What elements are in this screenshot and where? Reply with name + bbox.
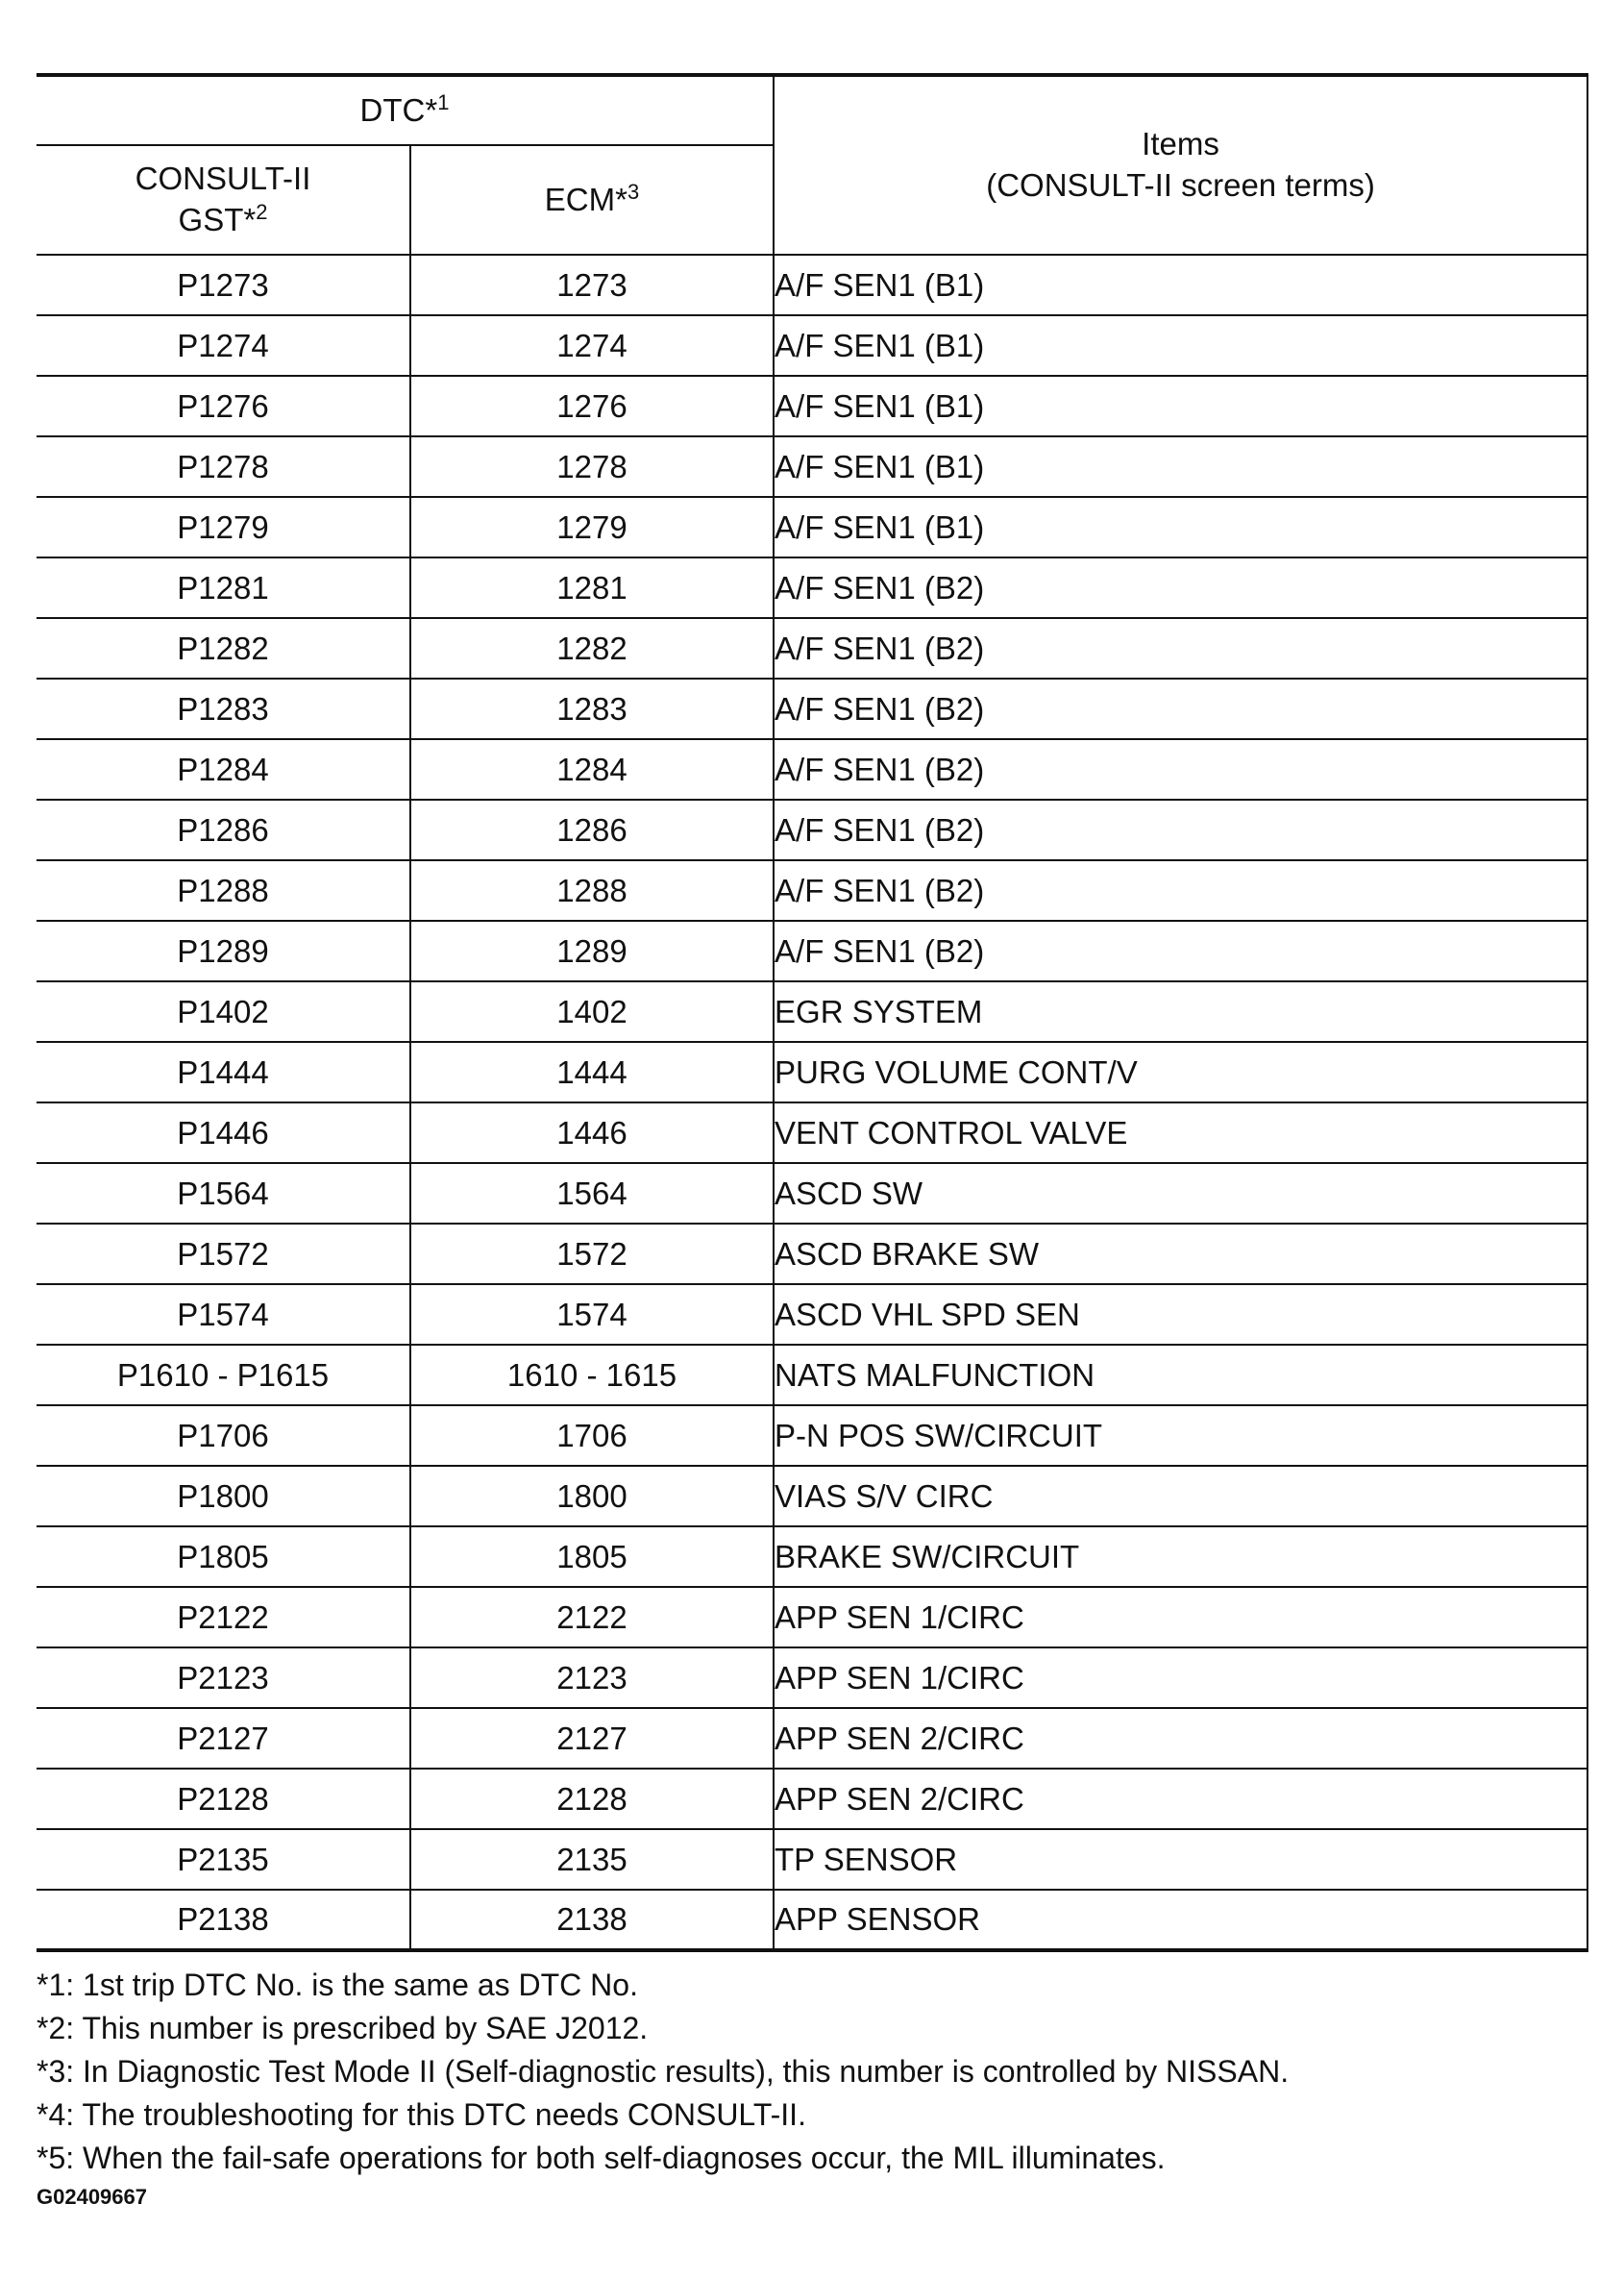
figure-id: G02409667 xyxy=(37,2185,147,2209)
table-row xyxy=(37,800,1587,860)
ecm-code-cell: 1286 xyxy=(410,800,774,860)
ecm-code-cell: 1564 xyxy=(410,1163,774,1224)
ecm-code-cell: 2127 xyxy=(410,1708,774,1769)
dtc-code-cell: P1278 xyxy=(37,436,410,497)
ecm-code-cell: 1283 xyxy=(410,679,774,739)
item-name-cell: A/F SEN1 (B1) xyxy=(774,497,1587,557)
ecm-code-cell: 1446 xyxy=(410,1102,774,1163)
table-row xyxy=(37,618,1587,679)
footnote: *2: This number is prescribed by SAE J2012. xyxy=(37,2011,649,2045)
dtc-code-cell: P1279 xyxy=(37,497,410,557)
table-row xyxy=(37,255,1587,315)
footnote: *1: 1st trip DTC No. is the same as DTC No. xyxy=(37,1968,638,2002)
dtc-code-cell: P2122 xyxy=(37,1587,410,1647)
ecm-code-cell: 1284 xyxy=(410,739,774,800)
item-name-cell: BRAKE SW/CIRCUIT xyxy=(774,1526,1587,1587)
dtc-code-cell: P1805 xyxy=(37,1526,410,1587)
table-row xyxy=(37,1526,1587,1587)
table-row xyxy=(37,1284,1587,1345)
table-row xyxy=(37,1890,1587,1950)
item-name-cell: APP SEN 2/CIRC xyxy=(774,1769,1587,1829)
dtc-code-cell: P1274 xyxy=(37,315,410,376)
item-name-cell: ASCD VHL SPD SEN xyxy=(774,1284,1587,1345)
gst-header-footnote-ref: 2 xyxy=(256,200,268,224)
dtc-header-footnote-ref: 1 xyxy=(437,90,450,114)
item-name-cell: PURG VOLUME CONT/V xyxy=(774,1042,1587,1102)
ecm-code-cell: 2138 xyxy=(410,1890,774,1950)
item-name-cell: EGR SYSTEM xyxy=(774,981,1587,1042)
table-row xyxy=(37,1466,1587,1526)
dtc-code-cell: P1706 xyxy=(37,1405,410,1466)
item-name-cell: TP SENSOR xyxy=(774,1829,1587,1890)
table-row xyxy=(37,1163,1587,1224)
dtc-code-cell: P1289 xyxy=(37,921,410,981)
dtc-code-cell: P1273 xyxy=(37,255,410,315)
dtc-code-cell: P2128 xyxy=(37,1769,410,1829)
items-header-sublabel: (CONSULT-II screen terms) xyxy=(986,167,1375,203)
item-name-cell: VIAS S/V CIRC xyxy=(774,1466,1587,1526)
dtc-code-cell: P1446 xyxy=(37,1102,410,1163)
item-name-cell: VENT CONTROL VALVE xyxy=(774,1102,1587,1163)
footnote: *4: The troubleshooting for this DTC needs CONSULT-II. xyxy=(37,2097,806,2132)
item-name-cell: A/F SEN1 (B2) xyxy=(774,800,1587,860)
dtc-code-cell: P1444 xyxy=(37,1042,410,1102)
ecm-code-cell: 1610 - 1615 xyxy=(410,1345,774,1405)
ecm-code-cell: 1276 xyxy=(410,376,774,436)
item-name-cell: A/F SEN1 (B1) xyxy=(774,436,1587,497)
table-row xyxy=(37,1405,1587,1466)
ecm-code-cell: 1402 xyxy=(410,981,774,1042)
ecm-header-cell xyxy=(410,145,774,255)
table-row xyxy=(37,921,1587,981)
footnote: *3: In Diagnostic Test Mode II (Self-diagnostic results), this number is controlled by NISSAN. xyxy=(37,2054,1290,2089)
item-name-cell: A/F SEN1 (B2) xyxy=(774,679,1587,739)
dtc-code-cell: P1574 xyxy=(37,1284,410,1345)
ecm-code-cell: 1273 xyxy=(410,255,774,315)
dtc-code-cell: P1286 xyxy=(37,800,410,860)
table-row xyxy=(37,497,1587,557)
table-row xyxy=(37,1042,1587,1102)
ecm-code-cell: 1805 xyxy=(410,1526,774,1587)
item-name-cell: NATS MALFUNCTION xyxy=(774,1345,1587,1405)
item-name-cell: A/F SEN1 (B1) xyxy=(774,315,1587,376)
footnotes xyxy=(37,1964,1574,2180)
table-row xyxy=(37,1769,1587,1829)
items-header-label: Items xyxy=(1142,126,1219,162)
dtc-table xyxy=(37,73,1588,1952)
dtc-code-cell: P1402 xyxy=(37,981,410,1042)
item-name-cell: A/F SEN1 (B1) xyxy=(774,376,1587,436)
dtc-code-cell: P1282 xyxy=(37,618,410,679)
ecm-code-cell: 1278 xyxy=(410,436,774,497)
ecm-code-cell: 1281 xyxy=(410,557,774,618)
dtc-code-cell: P2127 xyxy=(37,1708,410,1769)
table-row xyxy=(37,376,1587,436)
consult-header-label: CONSULT-II xyxy=(135,161,311,197)
item-name-cell: A/F SEN1 (B2) xyxy=(774,618,1587,679)
item-name-cell: A/F SEN1 (B2) xyxy=(774,557,1587,618)
ecm-code-cell: 1572 xyxy=(410,1224,774,1284)
table-row xyxy=(37,557,1587,618)
ecm-code-cell: 2123 xyxy=(410,1647,774,1708)
item-name-cell: A/F SEN1 (B1) xyxy=(774,255,1587,315)
footnote: *5: When the fail-safe operations for both self-diagnoses occur, the MIL illuminates. xyxy=(37,2141,1166,2175)
ecm-code-cell: 1444 xyxy=(410,1042,774,1102)
table-row xyxy=(37,436,1587,497)
table-row xyxy=(37,981,1587,1042)
table-row xyxy=(37,739,1587,800)
item-name-cell: A/F SEN1 (B2) xyxy=(774,860,1587,921)
items-header-cell xyxy=(774,75,1587,255)
dtc-code-cell: P1564 xyxy=(37,1163,410,1224)
dtc-code-cell: P2135 xyxy=(37,1829,410,1890)
item-name-cell: APP SEN 1/CIRC xyxy=(774,1587,1587,1647)
table-row xyxy=(37,315,1587,376)
table-row xyxy=(37,1647,1587,1708)
dtc-code-cell: P1610 - P1615 xyxy=(37,1345,410,1405)
table-row xyxy=(37,1829,1587,1890)
gst-header-label: GST* xyxy=(178,202,257,237)
dtc-code-cell: P1276 xyxy=(37,376,410,436)
item-name-cell: A/F SEN1 (B2) xyxy=(774,921,1587,981)
dtc-code-cell: P1800 xyxy=(37,1466,410,1526)
table-header xyxy=(37,75,1587,255)
ecm-code-cell: 1282 xyxy=(410,618,774,679)
table-row xyxy=(37,1708,1587,1769)
ecm-code-cell: 1800 xyxy=(410,1466,774,1526)
ecm-code-cell: 1289 xyxy=(410,921,774,981)
table-row xyxy=(37,1345,1587,1405)
ecm-code-cell: 1288 xyxy=(410,860,774,921)
table-row xyxy=(37,1224,1587,1284)
consult-header-cell xyxy=(37,145,410,255)
ecm-code-cell: 1274 xyxy=(410,315,774,376)
item-name-cell: APP SENSOR xyxy=(774,1890,1587,1950)
dtc-header-cell xyxy=(37,75,774,145)
ecm-header-label: ECM* xyxy=(544,181,627,217)
ecm-header-footnote-ref: 3 xyxy=(627,179,640,204)
ecm-code-cell: 1706 xyxy=(410,1405,774,1466)
table-row xyxy=(37,1587,1587,1647)
ecm-code-cell: 2135 xyxy=(410,1829,774,1890)
item-name-cell: P-N POS SW/CIRCUIT xyxy=(774,1405,1587,1466)
table-row xyxy=(37,860,1587,921)
dtc-code-cell: P1288 xyxy=(37,860,410,921)
dtc-code-cell: P1572 xyxy=(37,1224,410,1284)
item-name-cell: APP SEN 1/CIRC xyxy=(774,1647,1587,1708)
table-row xyxy=(37,679,1587,739)
dtc-code-cell: P1281 xyxy=(37,557,410,618)
ecm-code-cell: 2122 xyxy=(410,1587,774,1647)
ecm-code-cell: 2128 xyxy=(410,1769,774,1829)
dtc-code-cell: P2123 xyxy=(37,1647,410,1708)
item-name-cell: APP SEN 2/CIRC xyxy=(774,1708,1587,1769)
item-name-cell: ASCD BRAKE SW xyxy=(774,1224,1587,1284)
dtc-code-cell: P1283 xyxy=(37,679,410,739)
dtc-header-label: DTC* xyxy=(359,92,438,128)
dtc-code-cell: P2138 xyxy=(37,1890,410,1950)
ecm-code-cell: 1574 xyxy=(410,1284,774,1345)
table-body xyxy=(37,255,1587,1950)
dtc-code-cell: P1284 xyxy=(37,739,410,800)
table-row xyxy=(37,1102,1587,1163)
item-name-cell: A/F SEN1 (B2) xyxy=(774,739,1587,800)
item-name-cell: ASCD SW xyxy=(774,1163,1587,1224)
ecm-code-cell: 1279 xyxy=(410,497,774,557)
